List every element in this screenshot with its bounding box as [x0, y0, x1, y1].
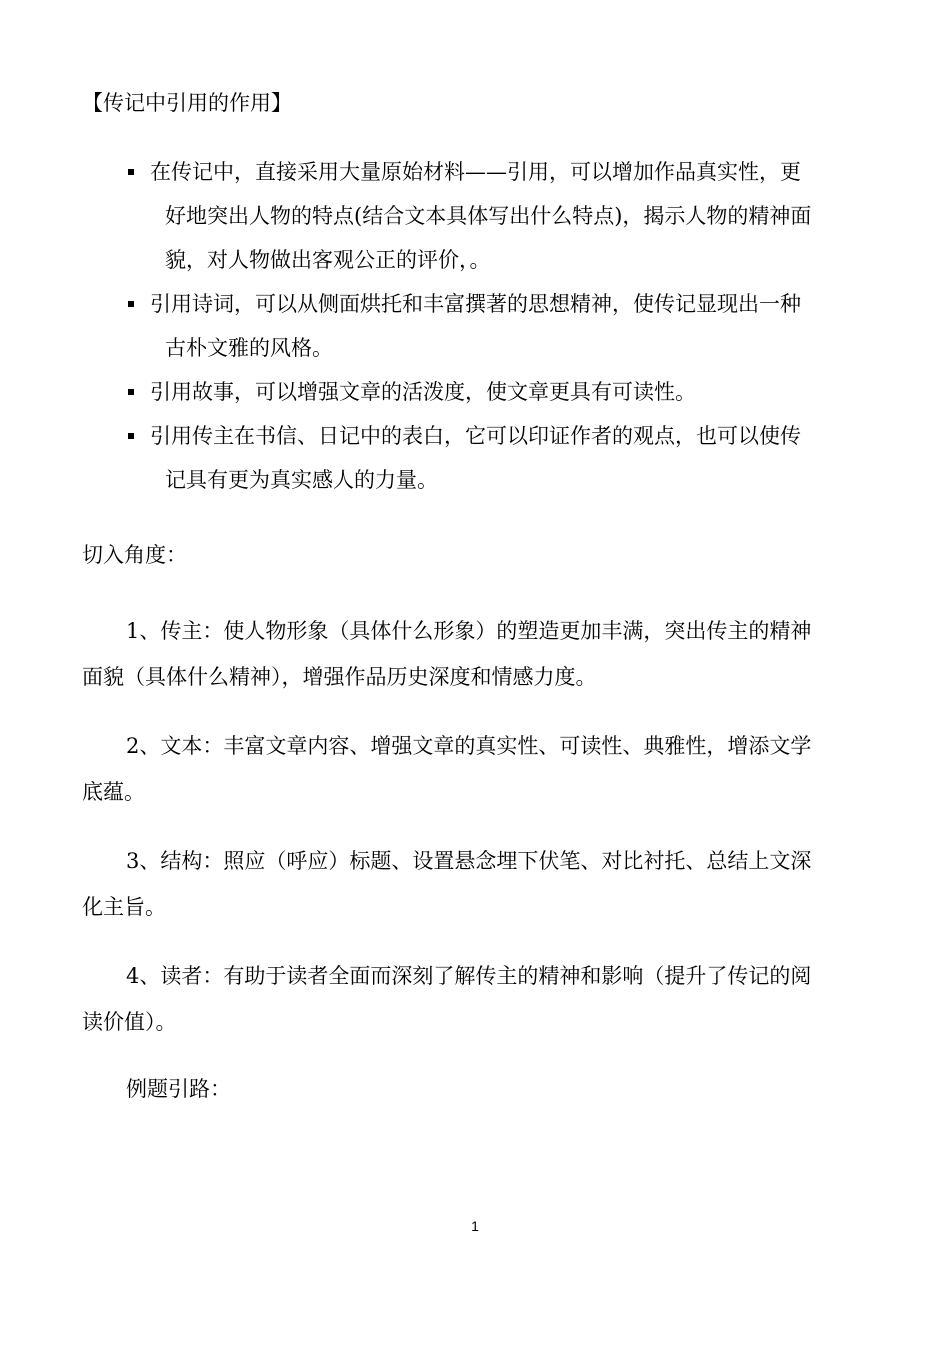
bullet-line: 记具有更为真实感人的力量。 [165, 468, 438, 492]
page-number: 1 [471, 1218, 479, 1234]
bullet-line: 引用传主在书信、日记中的表白，它可以印证作者的观点，也可以使传 [150, 424, 801, 448]
section-heading: 【传记中引用的作用】 [82, 91, 292, 115]
paragraph-line: 化主旨。 [82, 895, 166, 919]
bullet-line: 引用故事，可以增强文章的活泼度，使文章更具有可读性。 [150, 380, 696, 404]
angle-paragraph [82, 838, 882, 930]
bullet-line: 引用诗词，可以从侧面烘托和丰富撰著的思想精神，使传记显现出一种 [150, 292, 801, 316]
bullet-item [0, 414, 950, 502]
bullet-list [0, 150, 950, 502]
paragraph-line: 底蕴。 [82, 780, 145, 804]
bullet-square-icon [128, 169, 134, 175]
angle-paragraph [82, 608, 882, 700]
bullet-item [0, 150, 950, 282]
paragraph-line: 4、读者：有助于读者全面而深刻了解传主的精神和影响（提升了传记的阅 [126, 964, 812, 988]
bullet-square-icon [128, 433, 134, 439]
angle-paragraph [82, 723, 882, 815]
bullet-line: 好地突出人物的特点(结合文本具体写出什么特点)，揭示人物的精神面 [165, 204, 812, 228]
bullet-item [0, 370, 950, 414]
paragraph-line: 读价值）。 [82, 1010, 177, 1034]
paragraph-line: 面貌（具体什么精神），增强作品历史深度和情感力度。 [82, 665, 597, 689]
bullet-line: 貌，对人物做出客观公正的评价，。 [165, 248, 491, 272]
angle-paragraph [82, 953, 882, 1045]
bullet-square-icon [128, 389, 134, 395]
bullet-item [0, 282, 950, 370]
bullet-line: 古朴文雅的风格。 [165, 336, 333, 360]
bullet-line: 在传记中，直接采用大量原始材料——引用，可以增加作品真实性，更 [150, 160, 801, 184]
entry-angle-label: 切入角度： [82, 543, 187, 567]
paragraph-line: 2、文本：丰富文章内容、增强文章的真实性、可读性、典雅性，增添文学 [126, 734, 812, 758]
example-label: 例题引路： [126, 1077, 231, 1101]
paragraph-line: 3、结构：照应（呼应）标题、设置悬念埋下伏笔、对比衬托、总结上文深 [126, 849, 812, 873]
paragraph-line: 1、传主：使人物形象（具体什么形象）的塑造更加丰满，突出传主的精神 [126, 619, 812, 643]
bullet-square-icon [128, 301, 134, 307]
